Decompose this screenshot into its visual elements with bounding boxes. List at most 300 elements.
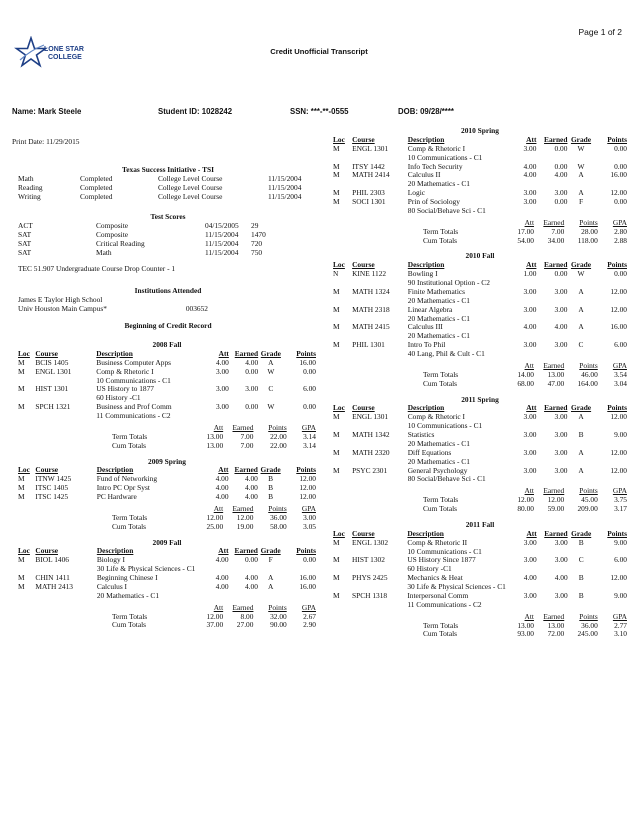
course-cell: A bbox=[267, 581, 274, 591]
course-table bbox=[333, 530, 627, 610]
course-cell: 3.00 bbox=[523, 286, 537, 296]
course-cell: M bbox=[333, 555, 340, 565]
course-cell: 12.00 bbox=[610, 412, 627, 422]
course-cell: 12.00 bbox=[299, 474, 316, 484]
tsi-title: Texas Success Initiative - TSI bbox=[122, 165, 214, 174]
column-header: Loc bbox=[18, 465, 30, 475]
course-cell: US History to 1877 bbox=[96, 384, 154, 394]
course-cell: 0.00 bbox=[303, 555, 316, 565]
term-totals-row-cell: 7.00 bbox=[240, 431, 254, 441]
cum-totals-row-cell: 58.00 bbox=[270, 521, 287, 531]
course-cell: 3.00 bbox=[215, 366, 229, 376]
course-cell: 3.00 bbox=[554, 340, 568, 350]
gpa-header: GPA bbox=[301, 503, 316, 513]
institution-row bbox=[18, 305, 208, 314]
course-cell: PHIL 1301 bbox=[352, 340, 385, 350]
gpa-header: GPA bbox=[301, 422, 316, 432]
course-cell: M bbox=[333, 143, 340, 153]
totals-table bbox=[112, 424, 316, 451]
term-block bbox=[333, 396, 627, 514]
spacer-cell bbox=[352, 601, 407, 610]
term-title: 2011 Spring bbox=[461, 394, 499, 404]
cum-totals-row-cell: 13.00 bbox=[206, 440, 224, 450]
column-header: Grade bbox=[571, 528, 592, 538]
tsi-row-cell: Math bbox=[18, 173, 34, 183]
spacer-cell bbox=[35, 412, 96, 421]
course-cell: 4.00 bbox=[523, 161, 537, 171]
column-header: Att bbox=[526, 260, 537, 270]
cum-totals-row bbox=[423, 237, 627, 246]
course-category: 20 Mathematics - C1 bbox=[407, 331, 470, 341]
course-cell: 3.00 bbox=[554, 412, 568, 422]
term-totals-row-cell: 36.00 bbox=[270, 512, 287, 522]
course-cell: 4.00 bbox=[554, 170, 568, 180]
column-header: Grade bbox=[260, 546, 281, 556]
term-totals-row-cell: 2.67 bbox=[303, 611, 316, 621]
course-category: 20 Mathematics - C1 bbox=[407, 179, 470, 189]
test-score-row-cell: Critical Reading bbox=[96, 238, 145, 248]
course-cell: 4.00 bbox=[244, 492, 258, 501]
course-cell: M bbox=[18, 474, 25, 484]
term-totals-row-cell: Term Totals bbox=[112, 512, 148, 522]
course-cell: C bbox=[268, 384, 274, 394]
term-totals-row-cell: 2.77 bbox=[614, 620, 627, 630]
column-header: Grade bbox=[260, 465, 281, 475]
course-cell: ITSC 1405 bbox=[35, 483, 69, 493]
course-cell: ITSC 1425 bbox=[35, 492, 69, 501]
institution-row-cell: James E Taylor High School bbox=[18, 294, 103, 304]
course-cell: Finite Mathematics bbox=[407, 286, 466, 296]
course-cell: Business Computer Apps bbox=[96, 357, 172, 367]
course-cell: 3.00 bbox=[523, 412, 537, 422]
cum-totals-row-cell: 72.00 bbox=[547, 629, 565, 639]
cum-totals-row-cell: 2.90 bbox=[303, 620, 316, 630]
term-block bbox=[18, 341, 316, 451]
cum-totals-row-cell: 59.00 bbox=[547, 504, 565, 513]
course-cell: Diff Equations bbox=[407, 447, 452, 457]
course-cell: 0.00 bbox=[614, 197, 627, 206]
course-cell: F bbox=[268, 555, 273, 565]
course-cell: 3.00 bbox=[523, 465, 537, 475]
test-score-row-cell: 11/15/2004 bbox=[205, 229, 239, 239]
course-cell: M bbox=[333, 573, 340, 583]
course-cell: PSYC 2301 bbox=[352, 465, 388, 475]
course-table bbox=[18, 547, 316, 600]
cum-totals-row-cell: Cum Totals bbox=[423, 378, 458, 388]
course-cell: ITSY 1442 bbox=[352, 161, 385, 171]
course-cell: Beginning Chinese I bbox=[96, 573, 158, 582]
gpa-header: GPA bbox=[301, 602, 316, 612]
gpa-header: Earned bbox=[232, 602, 254, 612]
cum-totals-row-cell: 34.00 bbox=[547, 235, 565, 245]
course-category: 30 Life & Physical Sciences - C1 bbox=[96, 564, 196, 574]
course-cell: 16.00 bbox=[299, 573, 316, 582]
course-cell: A bbox=[578, 412, 584, 422]
course-cell: ENGL 1302 bbox=[352, 537, 389, 547]
gpa-header: Earned bbox=[543, 611, 565, 621]
column-header: Course bbox=[35, 348, 58, 358]
institutions-title: Institutions Attended bbox=[134, 286, 202, 295]
course-category: 20 Mathematics - C1 bbox=[407, 438, 470, 448]
course-cell: A bbox=[578, 447, 584, 457]
course-cell: M bbox=[333, 430, 340, 439]
column-header: Att bbox=[526, 528, 537, 538]
term-title: 2008 Fall bbox=[152, 340, 182, 349]
course-cell: 3.00 bbox=[554, 537, 568, 547]
course-cell: Prin of Sociology bbox=[407, 197, 460, 206]
course-cell: Calculus II bbox=[407, 170, 441, 180]
course-row bbox=[333, 288, 627, 297]
course-cell: 3.00 bbox=[554, 465, 568, 475]
term-block bbox=[333, 521, 627, 639]
tsi-row-cell: College Level Course bbox=[158, 182, 223, 192]
spacer-cell bbox=[35, 592, 96, 601]
gpa-header: Att bbox=[213, 503, 224, 513]
course-cell: 3.00 bbox=[523, 340, 537, 350]
cum-totals-row-cell: 3.04 bbox=[614, 378, 627, 388]
gpa-header: Earned bbox=[543, 486, 565, 496]
course-cell: F bbox=[578, 197, 584, 206]
column-header: Points bbox=[296, 465, 316, 475]
course-cell: A bbox=[578, 465, 584, 475]
test-score-row-cell: Composite bbox=[96, 220, 129, 230]
totals-table bbox=[423, 613, 627, 640]
tsi-row-cell: 11/15/2004 bbox=[268, 182, 302, 192]
tsi-row-cell: 11/15/2004 bbox=[268, 173, 302, 183]
course-cell: 12.00 bbox=[610, 286, 627, 296]
gpa-header: Att bbox=[524, 611, 534, 621]
cum-totals-row-cell: 90.00 bbox=[270, 620, 287, 630]
course-cell: 4.00 bbox=[244, 573, 258, 582]
course-cell: 3.00 bbox=[554, 590, 568, 600]
institution-row-cell: Univ Houston Main Campus* bbox=[18, 303, 107, 313]
course-cell: A bbox=[578, 188, 584, 198]
course-cell: A bbox=[578, 286, 584, 296]
course-category-row bbox=[333, 207, 627, 216]
gpa-header: Points bbox=[579, 611, 598, 621]
column-header: Att bbox=[218, 546, 229, 556]
term-title: 2011 Fall bbox=[465, 519, 495, 529]
course-row bbox=[333, 556, 627, 565]
course-cell: 3.00 bbox=[523, 555, 537, 565]
column-header: Loc bbox=[333, 260, 345, 270]
gpa-header: Earned bbox=[232, 422, 254, 432]
test-score-row-cell: Composite bbox=[96, 229, 129, 239]
course-cell: Calculus III bbox=[407, 322, 443, 332]
right-terms bbox=[333, 127, 627, 646]
term-block bbox=[333, 127, 627, 245]
course-cell: BIOL 1406 bbox=[35, 555, 70, 565]
totals-table bbox=[423, 362, 627, 389]
course-cell: General Psychology bbox=[407, 465, 468, 475]
course-cell: B bbox=[578, 590, 584, 600]
course-cell: C bbox=[578, 555, 584, 565]
course-cell: 4.00 bbox=[215, 555, 229, 565]
column-header: Description bbox=[407, 528, 444, 538]
course-category-row bbox=[18, 592, 316, 601]
course-cell: SPCH 1318 bbox=[352, 590, 388, 600]
course-cell: 0.00 bbox=[614, 143, 627, 153]
student-id: Student ID: 1028242 bbox=[158, 107, 233, 116]
term-totals-row-cell: 3.14 bbox=[303, 431, 316, 441]
gpa-header: Att bbox=[524, 360, 534, 370]
cum-totals-row-cell: 25.00 bbox=[206, 521, 224, 531]
column-header: Loc bbox=[18, 348, 30, 358]
course-cell: W bbox=[577, 161, 585, 171]
spacer-cell bbox=[333, 601, 352, 610]
course-cell: 4.00 bbox=[244, 581, 258, 591]
column-header: Grade bbox=[570, 260, 592, 270]
test-score-row-cell: 11/15/2004 bbox=[205, 247, 239, 257]
gpa-header: Points bbox=[268, 422, 287, 432]
column-header: Description bbox=[96, 348, 133, 358]
course-cell: 0.00 bbox=[554, 161, 568, 171]
course-cell: C bbox=[578, 340, 584, 350]
cum-totals-row-cell: 22.00 bbox=[270, 440, 287, 450]
column-header: Points bbox=[296, 546, 316, 556]
course-cell: M bbox=[333, 590, 340, 600]
cum-totals-row-cell: 93.00 bbox=[517, 629, 534, 639]
course-cell: 3.00 bbox=[523, 590, 537, 600]
course-cell: 4.00 bbox=[523, 573, 537, 583]
tsi-row-cell: 11/15/2004 bbox=[268, 191, 302, 201]
course-cell: M bbox=[333, 537, 340, 547]
course-cell: Interpersonal Comm bbox=[407, 590, 469, 600]
cum-totals-row-cell: 209.00 bbox=[577, 504, 598, 513]
course-cell: Intro PC Opr Syst bbox=[96, 483, 150, 493]
term-totals-row-cell: 13.00 bbox=[206, 431, 224, 441]
term-totals-row-cell: 12.00 bbox=[517, 495, 534, 505]
column-header: Earned bbox=[234, 348, 259, 358]
course-cell: 0.00 bbox=[614, 161, 627, 171]
term-block bbox=[18, 539, 316, 631]
print-date: Print Date: 11/29/2015 bbox=[12, 137, 80, 146]
course-table bbox=[18, 350, 316, 421]
test-score-row-cell: 04/15/2005 bbox=[205, 220, 239, 230]
gpa-header: Points bbox=[268, 602, 287, 612]
course-category: 10 Communications - C1 bbox=[407, 152, 483, 162]
cum-totals-row-cell: 3.05 bbox=[303, 521, 316, 531]
course-row bbox=[333, 171, 627, 180]
course-category: 11 Communications - C2 bbox=[96, 411, 171, 420]
course-cell: PHYS 2425 bbox=[352, 573, 388, 583]
course-cell: 4.00 bbox=[215, 357, 229, 367]
course-cell: 9.00 bbox=[614, 430, 627, 439]
term-totals-row-cell: 36.00 bbox=[581, 620, 598, 630]
spacer-cell bbox=[352, 350, 408, 359]
term-totals-row-cell: 12.00 bbox=[206, 512, 224, 522]
column-header: Points bbox=[607, 403, 627, 413]
course-cell: Comp & Rhetoric I bbox=[407, 412, 465, 422]
cum-totals-row-cell: 68.00 bbox=[517, 378, 534, 388]
cum-totals-row-cell: 3.10 bbox=[614, 629, 627, 639]
course-cell: M bbox=[333, 340, 340, 350]
page-number: Page 1 of 2 bbox=[578, 27, 622, 37]
course-cell: SOCI 1301 bbox=[352, 197, 386, 206]
gpa-header: Points bbox=[579, 217, 598, 227]
gpa-header: GPA bbox=[612, 486, 627, 496]
course-cell: 12.00 bbox=[610, 465, 627, 475]
course-cell: 0.00 bbox=[554, 143, 568, 153]
course-category: 20 Mathematics - C1 bbox=[96, 590, 160, 600]
course-category: 20 Mathematics - C1 bbox=[407, 456, 470, 466]
course-cell: MATH 1324 bbox=[352, 286, 390, 296]
course-cell: MATH 2320 bbox=[352, 447, 390, 457]
term-totals-row-cell: 13.00 bbox=[547, 369, 565, 379]
course-cell: 3.00 bbox=[523, 188, 537, 198]
course-cell: 3.00 bbox=[554, 304, 568, 314]
course-cell: W bbox=[577, 143, 585, 153]
course-cell: A bbox=[267, 573, 274, 582]
tsi-row-cell: Writing bbox=[18, 191, 41, 201]
course-cell: M bbox=[18, 492, 25, 501]
course-cell: ENGL 1301 bbox=[352, 412, 389, 422]
test-scores-table bbox=[18, 222, 278, 258]
course-cell: 0.00 bbox=[303, 366, 316, 376]
course-cell: 12.00 bbox=[610, 304, 627, 314]
course-cell: MATH 2413 bbox=[35, 581, 73, 591]
term-title: 2010 Fall bbox=[465, 251, 495, 261]
term-totals-row-cell: Term Totals bbox=[423, 226, 459, 236]
course-cell: ENGL 1301 bbox=[352, 143, 389, 153]
course-cell: 0.00 bbox=[244, 555, 258, 565]
term-totals-row-cell: 14.00 bbox=[517, 369, 534, 379]
course-cell: M bbox=[333, 465, 340, 475]
tsi-table bbox=[18, 175, 318, 202]
cum-totals-row-cell: 118.00 bbox=[577, 235, 598, 245]
column-header: Loc bbox=[333, 403, 345, 413]
cum-totals-row-cell: Cum Totals bbox=[112, 620, 147, 630]
course-table bbox=[333, 136, 627, 216]
course-cell: 3.00 bbox=[523, 304, 537, 314]
institutions-table bbox=[18, 296, 208, 314]
term-title: 2009 Fall bbox=[152, 537, 182, 547]
course-cell: 3.00 bbox=[523, 143, 537, 153]
column-header: Earned bbox=[234, 546, 258, 556]
student-name: Name: Mark Steele bbox=[12, 107, 82, 116]
column-header: Grade bbox=[260, 348, 281, 358]
course-cell: Business and Prof Comm bbox=[96, 402, 172, 412]
course-cell: M bbox=[18, 483, 25, 493]
course-cell: 4.00 bbox=[554, 573, 568, 583]
course-cell: Logic bbox=[407, 188, 426, 198]
course-category: 40 Lang, Phil & Cult - C1 bbox=[407, 349, 485, 358]
course-cell: M bbox=[333, 447, 340, 457]
course-cell: 12.00 bbox=[610, 188, 627, 198]
column-header: Grade bbox=[570, 403, 592, 413]
course-cell: CHIN 1411 bbox=[35, 573, 70, 582]
term-totals-row-cell: 7.00 bbox=[551, 226, 565, 236]
cum-totals-row bbox=[423, 505, 627, 514]
test-score-row-cell: SAT bbox=[18, 247, 32, 257]
cum-totals-row bbox=[112, 621, 316, 630]
term-totals-row-cell: 12.00 bbox=[547, 495, 565, 505]
course-cell: 6.00 bbox=[303, 384, 316, 394]
course-cell: SPCH 1321 bbox=[35, 402, 71, 412]
course-cell: B bbox=[268, 492, 274, 501]
course-cell: Comp & Rhetoric I bbox=[407, 143, 466, 153]
cum-totals-row-cell: 245.00 bbox=[577, 629, 598, 639]
course-category: 20 Mathematics - C1 bbox=[407, 313, 470, 323]
course-cell: 0.00 bbox=[554, 197, 568, 206]
tsi-row-cell: Reading bbox=[18, 182, 43, 192]
totals-table bbox=[423, 487, 627, 514]
column-header: Earned bbox=[544, 134, 568, 144]
course-cell: 4.00 bbox=[245, 357, 259, 367]
gpa-header: Points bbox=[579, 486, 598, 496]
course-cell: M bbox=[333, 286, 340, 296]
course-cell: M bbox=[333, 170, 340, 180]
column-header: Description bbox=[96, 465, 134, 475]
course-cell: 3.00 bbox=[554, 188, 568, 198]
course-cell: Biology I bbox=[96, 555, 125, 565]
term-title: 2010 Spring bbox=[461, 126, 499, 135]
course-cell: A bbox=[268, 357, 274, 367]
course-cell: 9.00 bbox=[614, 537, 627, 547]
course-row bbox=[333, 306, 627, 315]
course-cell: 12.00 bbox=[299, 492, 316, 501]
course-cell: 0.00 bbox=[245, 366, 259, 376]
course-category: 60 History -C1 bbox=[407, 564, 452, 574]
course-cell: HIST 1301 bbox=[35, 384, 69, 394]
course-row bbox=[18, 493, 316, 502]
test-score-row-cell: 750 bbox=[251, 247, 263, 257]
course-cell: BCIS 1405 bbox=[35, 357, 69, 367]
course-cell: M bbox=[18, 366, 25, 376]
course-cell: B bbox=[268, 483, 274, 493]
course-cell: MATH 2415 bbox=[352, 322, 390, 332]
course-cell: 3.00 bbox=[523, 197, 537, 206]
cum-totals-row bbox=[423, 380, 627, 389]
course-cell: M bbox=[18, 357, 25, 367]
test-score-row-cell: Math bbox=[96, 247, 112, 257]
column-header: Points bbox=[296, 348, 316, 358]
term-title: 2009 Spring bbox=[148, 456, 186, 466]
test-score-row bbox=[18, 231, 278, 240]
test-score-row-cell: 11/15/2004 bbox=[205, 238, 239, 248]
tsi-row-cell: Completed bbox=[80, 182, 113, 192]
term-totals-row-cell: Term Totals bbox=[423, 620, 459, 630]
course-cell: Calculus I bbox=[96, 581, 128, 591]
totals-table bbox=[112, 604, 316, 631]
column-header: Earned bbox=[234, 465, 258, 475]
course-cell: Comp & Rhetoric II bbox=[407, 537, 468, 547]
course-cell: M bbox=[18, 555, 25, 565]
course-category: 60 History -C1 bbox=[96, 393, 141, 403]
student-ssn: SSN: ***-**-0555 bbox=[290, 107, 349, 116]
term-totals-row-cell: 12.00 bbox=[236, 512, 254, 522]
test-scores-section bbox=[18, 213, 318, 257]
cum-totals-row bbox=[423, 630, 627, 639]
column-header: Points bbox=[607, 528, 627, 538]
column-header: Course bbox=[352, 260, 375, 270]
gpa-header: Att bbox=[213, 422, 224, 432]
course-table bbox=[333, 261, 627, 359]
cum-totals-row-cell: 3.17 bbox=[614, 504, 627, 513]
term-totals-row-cell: 3.75 bbox=[614, 495, 627, 505]
column-header: Description bbox=[407, 134, 445, 144]
course-cell: M bbox=[333, 161, 340, 171]
course-cell: 0.00 bbox=[245, 402, 259, 412]
column-header: Earned bbox=[544, 403, 568, 413]
column-header: Att bbox=[526, 134, 537, 144]
column-header: Att bbox=[526, 403, 537, 413]
column-header: Att bbox=[218, 465, 229, 475]
column-header: Loc bbox=[333, 134, 345, 144]
course-cell: 0.00 bbox=[554, 269, 568, 279]
course-category: 80 Social/Behave Sci - C1 bbox=[407, 205, 486, 215]
column-header: Grade bbox=[570, 134, 592, 144]
